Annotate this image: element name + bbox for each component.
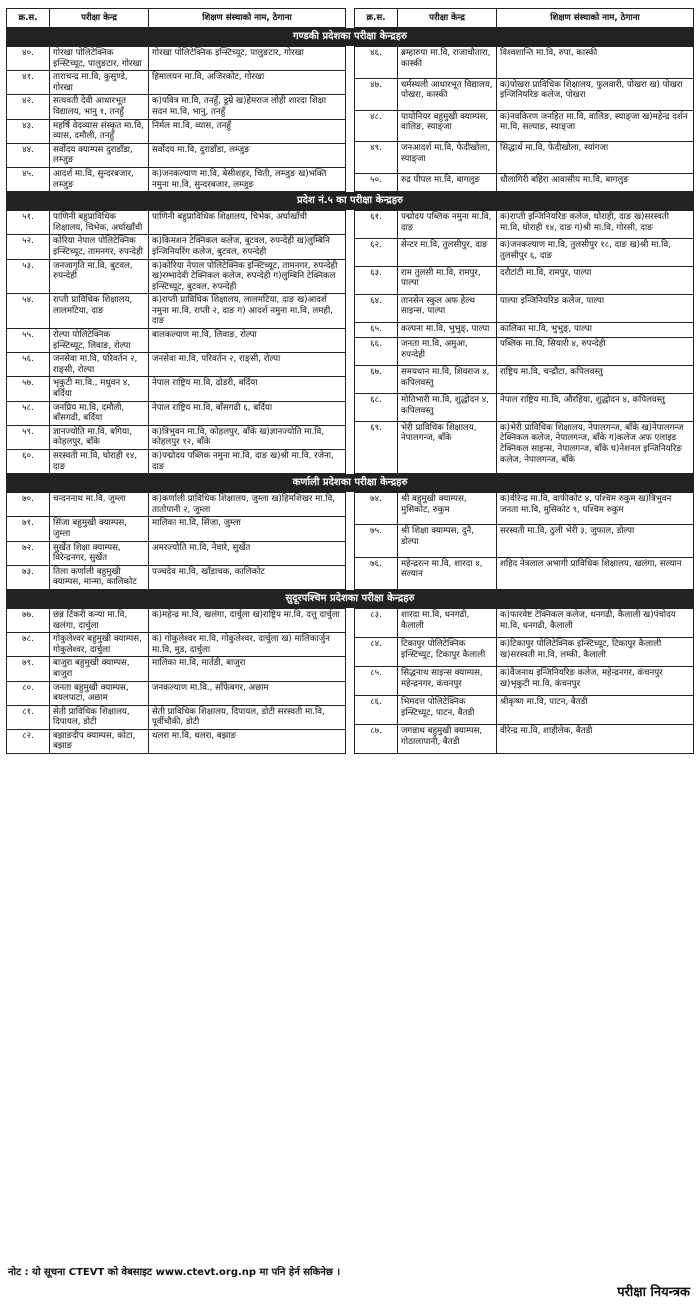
exam-center: टिकापुर पोलिटेक्निक इन्स्टिच्यूट, टिकापुर कैलाली: [398, 637, 497, 666]
section-table-left: [6, 492, 346, 590]
table-row: [355, 211, 694, 239]
school-name: शहिद नेत्रलाल अभागी प्राविधिक शिक्षालय, खलंगा, सल्यान: [497, 557, 694, 589]
exam-center: ब्रम्हारुपा मा.वि, राजाचौतारा, कास्की: [398, 47, 497, 79]
school-name: क)कर्णाली प्राविधिक शिक्षालय, जुम्ला ख)हिमशिखर मा.वि, तातोपानी २, जुम्ला: [149, 493, 346, 517]
serial-number: ६४.: [355, 294, 398, 322]
exam-center: भिमदत्त पोलिटेक्निक इन्स्टिच्यूट, पाटन, बैतडी: [398, 695, 497, 724]
serial-number: ८६.: [355, 695, 398, 724]
exam-center: सिंजा बहुमुखी क्याम्पस, जुम्ला: [50, 517, 149, 541]
table-row: [355, 238, 694, 266]
table-row: [7, 143, 346, 167]
serial-number: ४०.: [7, 47, 50, 71]
school-name: राष्ट्रिय मा.वि, चन्द्रौटा, कपिलवस्तु: [497, 366, 694, 394]
school-name: निर्मल मा.वि, व्यास, तनहुँ: [149, 119, 346, 143]
serial-number: ४६.: [355, 47, 398, 79]
header-sn: क्र.स.: [355, 9, 398, 28]
serial-number: ६५.: [355, 322, 398, 338]
notice-page: [6, 8, 694, 754]
exam-center: ज्ञानज्योति मा.वि, बगिया, कोहलपुर, बाँके: [50, 425, 149, 449]
table-row: [7, 450, 346, 474]
table-row: [355, 174, 694, 192]
exam-center: रुद्र पीपल मा.वि, बागलुङ: [398, 174, 497, 192]
exam-center: पद्मोदय पब्लिक नमुना मा.वि, दाङ: [398, 211, 497, 239]
serial-number: ६१.: [355, 211, 398, 239]
serial-number: ६९.: [355, 421, 398, 473]
serial-number: ७३.: [7, 565, 50, 589]
serial-number: ७७.: [7, 608, 50, 632]
school-name: क)भेरी प्राविधिक शिक्षालय, नेपालगन्ज, बाँके ख)नेपालगन्ज टेक्निकल कलेज, नेपालगन्ज, बाँके ग)कलेज अफ एलाइड टेक्निकल साइन्स, नेपालगन्ज, बाँके घ)नेशनल इन्जिनियरिङ कलेज, नेपालगन्ज, बाँके: [497, 421, 694, 473]
serial-number: ६६.: [355, 338, 398, 366]
school-name: पाल्पा इन्जिनियरिङ कलेज, पाल्पा: [497, 294, 694, 322]
exam-center: रोल्पा पोलिटेक्निक इन्स्टिच्यूट, लिवाङ, रोल्पा: [50, 329, 149, 353]
table-row: [7, 633, 346, 657]
exam-center: महर्षि वेदव्यास संस्कृत मा.वि, व्यास, दमौली, तनहुँ: [50, 119, 149, 143]
table-row: [7, 608, 346, 632]
table-row: [7, 235, 346, 259]
exam-center: भृकुटी मा.वि., मधुवन ४, बर्दिया: [50, 377, 149, 401]
serial-number: ८१.: [7, 705, 50, 729]
section-table-left: [6, 46, 346, 192]
table-row: [7, 657, 346, 681]
serial-number: ६८.: [355, 393, 398, 421]
exam-center: चन्दननाथ मा.वि, जुम्ला: [50, 493, 149, 517]
school-name: थलरा मा.वि, थलरा, बझाङ: [149, 729, 346, 753]
school-name: क)टिकापुर पोलिटेक्निक इन्स्टिच्यूट, टिकापुर कैलाली ख)सरस्वती मा.वि, लम्की, कैलाली: [497, 637, 694, 666]
exam-center: मोतिभारी मा.वि, शुद्धोदन ४, कपिलवस्तु: [398, 393, 497, 421]
school-name: पञ्चदेव मा.वि, खाँडाचक, कालिकोट: [149, 565, 346, 589]
exam-center: भेरी प्राविधिक शिक्षालय, नेपालगन्ज, बाँके: [398, 421, 497, 473]
serial-number: ४१.: [7, 71, 50, 95]
exam-center: सर्वोदय क्याम्पस दुराडाँडा, लम्जुङ: [50, 143, 149, 167]
school-name: अमरज्योति मा.वि, नेवारे, सुर्खेत: [149, 541, 346, 565]
serial-number: ४२.: [7, 95, 50, 119]
exam-center: जनजागृति मा.वि, बुटवल, रुपन्देही: [50, 259, 149, 294]
school-name: जनसेवा मा.वि, परिवर्तन २, राङ्सी, रोल्पा: [149, 353, 346, 377]
signature: परीक्षा नियन्त्रक: [617, 1285, 690, 1300]
school-name: क)वैजनाथ इन्जिनियरिङ कलेज, महेन्द्रनगर, कंचनपुर ख)भृकुटी मा.वि, कंचनपुर: [497, 666, 694, 695]
school-name: क)राप्ती इन्जिनियरिङ कलेज, घोराही, दाङ ख)सरस्वती मा.वि, घोराही १४, दाङ ग)श्री मा.वि, गोरसी, दाङ: [497, 211, 694, 239]
serial-number: ४४.: [7, 143, 50, 167]
serial-number: ५८.: [7, 401, 50, 425]
table-row: [7, 425, 346, 449]
table-row: [7, 329, 346, 353]
exam-center: पाणिनी बहुप्राविधिक शिक्षालय, चिभेक, अर्घाखाँची: [50, 211, 149, 235]
serial-number: ४८.: [355, 110, 398, 142]
section-title: सुदूरपश्चिम प्रदेशका परीक्षा केन्द्रहरु: [6, 590, 694, 608]
serial-number: ४३.: [7, 119, 50, 143]
serial-number: ८७.: [355, 725, 398, 754]
school-name: मालिका मा.वि, सिंजा, जुम्ला: [149, 517, 346, 541]
table-row: [355, 47, 694, 79]
serial-number: ६३.: [355, 266, 398, 294]
school-name: मालिका मा.वि, मार्तडी, बाजुरा: [149, 657, 346, 681]
exam-center: धर्मस्थली आधारभूत विद्यालय, पोखरा, कास्की: [398, 78, 497, 110]
serial-number: ७८.: [7, 633, 50, 657]
exam-center: सत्यवती देवी आधारभूत विद्यालय, भानु १, तनहुँ: [50, 95, 149, 119]
serial-number: ८४.: [355, 637, 398, 666]
exam-center: गोरखा पोलिटेक्निक इन्स्टिच्यूट, पालुङटार, गोरखा: [50, 47, 149, 71]
school-name: पब्लिक मा.वि, सियारी ४, रुपन्देही: [497, 338, 694, 366]
table-row: [355, 142, 694, 174]
table-row: [7, 493, 346, 517]
school-name: क)वीरेन्द्र मा.वि, वाफीकोट ४, पश्चिम रुकुम ख)त्रिभुवन जनता मा.वि, मुसिकोट ९, पश्चिम रुकुम: [497, 493, 694, 525]
exam-center: सरस्वती मा.वि, घोराही १४, दाङ: [50, 450, 149, 474]
table-row: [7, 401, 346, 425]
exam-center: महेन्द्ररत्न मा.वि, शारदा ४, सल्यान: [398, 557, 497, 589]
serial-number: ५४.: [7, 294, 50, 329]
school-name: नेपाल राष्ट्रिय मा.वि, ढोडरी, बर्दिया: [149, 377, 346, 401]
serial-number: ४९.: [355, 142, 398, 174]
section-title: गण्डकी प्रदेशका परीक्षा केन्द्रहरु: [6, 28, 694, 46]
section-title: प्रदेश नं.५ का परीक्षा केन्द्रहरु: [6, 192, 694, 210]
serial-number: ७२.: [7, 541, 50, 565]
serial-number: ५५.: [7, 329, 50, 353]
exam-center: श्री बहुमुखी क्याम्पस, मुसिकोट, रुकुम: [398, 493, 497, 525]
serial-number: ५०.: [355, 174, 398, 192]
table-row: [355, 493, 694, 525]
table-row: [7, 681, 346, 705]
table-row: [7, 705, 346, 729]
table-row: [355, 525, 694, 557]
table-row: [355, 557, 694, 589]
table-row: [355, 637, 694, 666]
table-row: [355, 421, 694, 473]
serial-number: ८०.: [7, 681, 50, 705]
table-row: [355, 695, 694, 724]
section-table-right: [354, 608, 694, 754]
exam-center: सिद्धनाथ साइन्स क्याम्पस, महेन्द्रनगर, कंचनपुर: [398, 666, 497, 695]
serial-number: ८३.: [355, 608, 398, 637]
exam-center: जनआदर्श मा.वि, फेदीखोला, स्याङ्जा: [398, 142, 497, 174]
serial-number: ७४.: [355, 493, 398, 525]
school-name: धौलागिरी बहिरा आवासीय मा.वि, बागलुङ: [497, 174, 694, 192]
school-name: सरस्वती मा.वि, ठुली भेरी ३, जुफाल, डोल्पा: [497, 525, 694, 557]
header-left: [6, 8, 346, 28]
serial-number: ७९.: [7, 657, 50, 681]
exam-center: सुर्खेत शिक्षा क्याम्पस, विरेन्द्रनगर, सुर्खेत: [50, 541, 149, 565]
table-row: [7, 541, 346, 565]
school-name: हिमालयन मा.वि, अजिरकोट, गोरखा: [149, 71, 346, 95]
exam-center: जनता मा.वि, अमुआ, रुपन्देही: [398, 338, 497, 366]
table-row: [355, 294, 694, 322]
table-row: [7, 353, 346, 377]
school-name: क)किमशन टेक्निकल कलेज, बुटवल, रुपन्देही ख)लुम्बिनि इन्जिनियरिंग कलेज, बुटवल, रुपन्देही: [149, 235, 346, 259]
exam-center: कल्पना मा.वि, भुभुङ्, पाल्पा: [398, 322, 497, 338]
exam-center: राप्ती प्राविधिक शिक्षालय, लालमटिया, दाङ: [50, 294, 149, 329]
serial-number: ८५.: [355, 666, 398, 695]
exam-center: शारदा मा.वि, धनगढी, कैलाली: [398, 608, 497, 637]
section-table-left: [6, 608, 346, 754]
school-name: क)त्रिभुवन मा.वि, कोहलपुर, बाँके ख)ज्ञानज्योति मा.वि, कोहलपुर १२, बाँके: [149, 425, 346, 449]
header-center: परीक्षा केन्द्र: [50, 9, 149, 28]
school-name: सर्वोदय मा.वि, दुराडाँडा, लम्जुङ: [149, 143, 346, 167]
school-name: क)कोरिया नेपाल पोलिटेक्निक इन्स्टिच्यूट, तामनगर, रुपन्देही ख)रम्भादेवी टेक्निकल कलेज, रुपन्देही ग)लुम्बिनि टेक्निकल इन्स्टिच्यूट, बुटवल, रुपन्देही: [149, 259, 346, 294]
table-row: [355, 725, 694, 754]
serial-number: ५९.: [7, 425, 50, 449]
table-row: [7, 167, 346, 191]
school-name: क)फारवेष्ट टेक्निकल कलेज, धनगढी, कैलाली ख)पंचोदय मा.वि, धनगढी, कैलाली: [497, 608, 694, 637]
school-name: दरौटांटी मा.वि, रामपुर, पाल्पा: [497, 266, 694, 294]
section-columns: [6, 492, 694, 590]
serial-number: ७१.: [7, 517, 50, 541]
school-name: क)पोखरा प्राविधिक शिक्षालय, फुलवारी, पोखरा ख) पोखरा इन्जिनियरिङ कलेज, पोखरा: [497, 78, 694, 110]
section-table-right: [354, 492, 694, 590]
exam-center: जनसेवा मा.वि, परिवर्तन २, राङ्सी, रोल्पा: [50, 353, 149, 377]
school-name: नेपाल राष्ट्रिय मा.वि, बाँसगढी ६, बर्दिया: [149, 401, 346, 425]
exam-center: कोरिया नेपाल पोलिटेक्निक इन्स्टिच्यूट, तामनगर, रुपन्देही: [50, 235, 149, 259]
table-row: [7, 517, 346, 541]
exam-center: सेन्टर मा.वि, तुलसीपुर, दाङ: [398, 238, 497, 266]
serial-number: ५१.: [7, 211, 50, 235]
section-table-left: [6, 210, 346, 474]
sections: [6, 28, 694, 754]
column-headers: [6, 8, 694, 28]
school-name: क)राप्ती प्राविधिक शिक्षालय, लालमटिया, दाङ ख)आदर्श नमुना मा.वि, राप्ती २, दाङ ग) आदर्श नमुना मा.वि, लमही, दाङ: [149, 294, 346, 329]
school-name: क)नवकिरण जनहित मा.वि, वालिङ, स्याङ्जा ख)महेन्द्र दर्शन मा.वि, सल्याङ, स्याङ्जा: [497, 110, 694, 142]
section-table-right: [354, 210, 694, 474]
table-row: [7, 71, 346, 95]
serial-number: ५३.: [7, 259, 50, 294]
table-row: [7, 211, 346, 235]
school-name: क)पवित्र मा.वि, तनहुँ, डुम्रे ख)हेमराज लोही शारदा शिक्षा सदन मा.वि, भानु, तनहुँ: [149, 95, 346, 119]
table-row: [355, 393, 694, 421]
exam-center: छन्न टिंकरी कन्या मा.वि, खलंगा, दार्चुला: [50, 608, 149, 632]
table-row: [355, 110, 694, 142]
exam-center: समयधान मा.वि, शिवराज ४, कपिलवस्तु: [398, 366, 497, 394]
table-row: [355, 338, 694, 366]
school-name: जनकल्याण मा.वि., साँफेबगर, अछाम: [149, 681, 346, 705]
serial-number: ५७.: [7, 377, 50, 401]
exam-center: ताराचन्द्र मा.वि, कुसुण्डे, गोरखा: [50, 71, 149, 95]
school-name: पाणिनी बहुप्राविधिक शिक्षालय, चिभेक, अर्घाखाँची: [149, 211, 346, 235]
school-name: कालिका मा.वि, भुभुङ्, पाल्पा: [497, 322, 694, 338]
exam-center: जगन्नाथ बहुमुखी क्याम्पस, गोठालापानी, बैतडी: [398, 725, 497, 754]
exam-center: राम तुलसी मा.वि, रामपुर, पाल्पा: [398, 266, 497, 294]
table-row: [7, 294, 346, 329]
header-school: शिक्षण संस्थाको नाम, ठेगाना: [149, 9, 346, 28]
header-school: शिक्षण संस्थाको नाम, ठेगाना: [497, 9, 694, 28]
header-right: [354, 8, 694, 28]
section-table-right: [354, 46, 694, 192]
header-sn: क्र.स.: [7, 9, 50, 28]
exam-center: सेती प्राविधिक शिक्षालय, दिपायल, डोटी: [50, 705, 149, 729]
table-row: [355, 608, 694, 637]
section-title: कर्णाली प्रदेशका परीक्षा केन्द्रहरु: [6, 474, 694, 492]
table-row: [7, 119, 346, 143]
table-row: [355, 666, 694, 695]
serial-number: ७६.: [355, 557, 398, 589]
school-name: श्रीकृष्ण मा.वि, पाटन, बैतडी: [497, 695, 694, 724]
table-row: [355, 322, 694, 338]
school-name: बालकल्याण मा.वि, लिवाङ, रोल्पा: [149, 329, 346, 353]
table-row: [7, 565, 346, 589]
serial-number: ४५.: [7, 167, 50, 191]
school-name: विश्वशान्ति मा.वि, रुपा, कास्की: [497, 47, 694, 79]
school-name: क) गोकुलेश्वर मा.वि, गोकुलेश्वर, दार्चुला ख) मालिकार्जुन मा.वि, मुड, दार्चुला: [149, 633, 346, 657]
table-row: [355, 266, 694, 294]
table-row: [7, 729, 346, 753]
exam-center: आदर्श मा.वि, सुन्दरबजार, लम्जुङ: [50, 167, 149, 191]
table-row: [355, 366, 694, 394]
exam-center: जनता बहुमुखी क्याम्पस, बयलपाटा, अछाम: [50, 681, 149, 705]
serial-number: ६७.: [355, 366, 398, 394]
table-row: [7, 47, 346, 71]
exam-center: तिला कर्णाली बहुमुखी क्याम्पस, मान्मा, कालिकोट: [50, 565, 149, 589]
school-name: क)महेन्द्र मा.वि, खलंगा, दार्चुला ख)राष्ट्रिय मा.वि, दत्तु दार्चुला: [149, 608, 346, 632]
serial-number: ७५.: [355, 525, 398, 557]
school-name: सिद्धार्थ मा.वि, फेदीखोला, स्यांगजा: [497, 142, 694, 174]
table-row: [7, 259, 346, 294]
school-name: गोरखा पोलिटेक्निक इन्स्टिच्यूट, पालुङटार, गोरखा: [149, 47, 346, 71]
school-name: सेती प्राविधिक शिक्षालय, दिपायल, डोटी सरस्वती मा.वि, पूर्वीचौकी, डोटी: [149, 705, 346, 729]
school-name: नेपाल राष्ट्रिय मा.वि, औरहिया, शुद्धोदन ४, कपिलवस्तु: [497, 393, 694, 421]
section-columns: [6, 608, 694, 754]
header-center: परीक्षा केन्द्र: [398, 9, 497, 28]
exam-center: तानसेन स्कुल अफ हेल्थ साइन्स, पाल्पा: [398, 294, 497, 322]
table-row: [7, 377, 346, 401]
school-name: क)जनकल्याण मा.वि, बेसीशहर, चिती, लम्जुङ ख)भक्ति नमुना मा.वि, सुन्दरबजार, लम्जुङ: [149, 167, 346, 191]
serial-number: ५२.: [7, 235, 50, 259]
serial-number: ४७.: [355, 78, 398, 110]
serial-number: ६०.: [7, 450, 50, 474]
footer-note: नोट : यो सूचना CTEVT को वेबसाइट www.ctevt.org.np मा पनि हेर्न सकिनेछ ।: [8, 1267, 341, 1278]
exam-center: श्री शिक्षा क्याम्पस, दुनै, डोल्पा: [398, 525, 497, 557]
school-name: क)जनकल्याण मा.वि, तुलसीपुर १८, दाङ ख)श्री मा.वि, तुलसीपुर ६, दाङ: [497, 238, 694, 266]
serial-number: ८२.: [7, 729, 50, 753]
exam-center: बझाङदीप क्याम्पस, कोटा, बझाङ: [50, 729, 149, 753]
exam-center: गोकुलेश्वर बहुमुखी क्याम्पस, गोकुलेश्वर, दार्चुला: [50, 633, 149, 657]
exam-center: जनप्रिय मा.वि, दमौली, बाँसगढी, बर्दिया: [50, 401, 149, 425]
serial-number: ६२.: [355, 238, 398, 266]
exam-center: पायोनियर बहुमुखी क्याम्पस, वालिङ, स्याङ्जा: [398, 110, 497, 142]
school-name: क)पद्मोदय पब्लिक नमुना मा.वि, दाङ ख)श्री मा.वि, रजेना, दाङ: [149, 450, 346, 474]
serial-number: ७०.: [7, 493, 50, 517]
exam-center: बाजुरा बहुमुखी क्याम्पस, बाजुरा: [50, 657, 149, 681]
section-columns: [6, 46, 694, 192]
section-columns: [6, 210, 694, 474]
serial-number: ५६.: [7, 353, 50, 377]
table-row: [355, 78, 694, 110]
school-name: वीरेन्द्र मा.वि, शाहीलेक, बैतडी: [497, 725, 694, 754]
table-row: [7, 95, 346, 119]
